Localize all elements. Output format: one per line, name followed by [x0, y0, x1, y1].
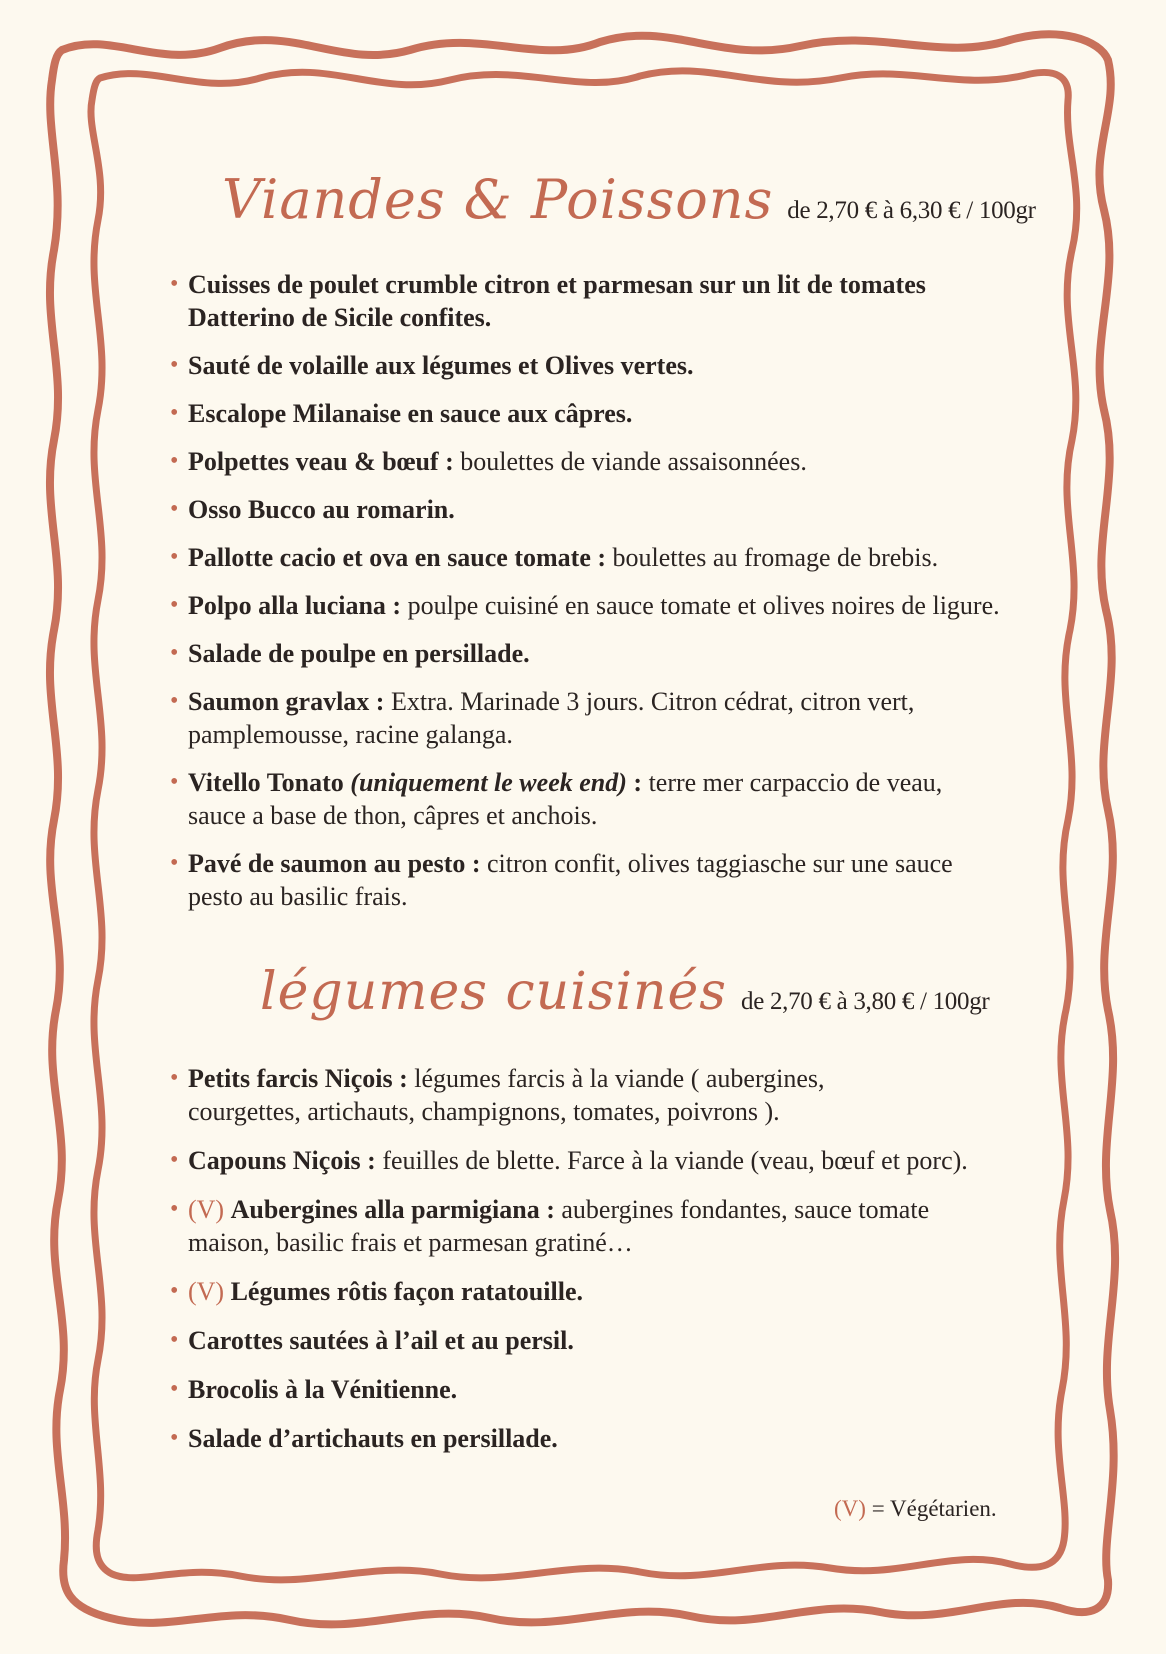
bullet-icon: •: [170, 1147, 179, 1173]
vegetarian-mark: (V): [188, 1195, 225, 1224]
list-item: [170, 493, 1070, 526]
legend-equals: =: [871, 1496, 885, 1521]
section-header-viandes-poissons: [222, 168, 1036, 231]
dish-name: Polpettes veau & bœuf :: [188, 447, 454, 476]
price-range: de 2,70 € à 6,30 € / 100gr: [787, 197, 1036, 224]
dish-name: Carottes sautées à l’ail et au persil.: [188, 1326, 574, 1355]
list-item: [170, 1324, 1070, 1357]
dish-description: terre mer carpaccio de veau,: [648, 768, 943, 797]
list-item: [170, 1373, 1070, 1406]
dish-name: Aubergines alla parmigiana :: [230, 1195, 555, 1224]
section-title: légumes cuisinés: [260, 962, 727, 1022]
dish-description-cont: maison, basilic frais et parmesan gratiné…: [188, 1228, 633, 1257]
dish-description-cont: pesto au basilic frais.: [188, 882, 408, 911]
dish-name: Légumes rôtis façon ratatouille.: [230, 1277, 583, 1306]
dish-description: boulettes au fromage de brebis.: [612, 543, 939, 572]
dish-name: Salade de poulpe en persillade.: [188, 639, 530, 668]
bullet-icon: •: [170, 448, 179, 474]
bullet-icon: •: [170, 1327, 179, 1353]
menu-list-legumes-cuisines: [170, 1062, 1070, 1455]
bullet-icon: •: [170, 496, 179, 522]
bullet-icon: •: [170, 1278, 179, 1304]
dish-description-cont: pamplemousse, racine galanga.: [188, 720, 513, 749]
dish-description: aubergines fondantes, sauce tomate: [561, 1195, 930, 1224]
bullet-icon: •: [170, 544, 179, 570]
dish-description: poulpe cuisiné en sauce tomate et olives noires de ligure.: [407, 591, 1000, 620]
bullet-icon: •: [170, 688, 179, 714]
legend-text: Végétarien.: [890, 1496, 997, 1521]
list-item: [170, 1144, 1070, 1177]
bullet-icon: •: [170, 400, 179, 426]
bullet-icon: •: [170, 640, 179, 666]
section-header-legumes-cuisines: [260, 962, 989, 1022]
price-range: de 2,70 € à 3,80 € / 100gr: [741, 988, 990, 1015]
list-item: [170, 1422, 1070, 1455]
dish-description: Extra. Marinade 3 jours. Citron cédrat, citron vert,: [390, 687, 915, 716]
list-item: [170, 1275, 1070, 1308]
menu-list-viandes-poissons: [170, 268, 1070, 913]
bullet-icon: •: [170, 1065, 179, 1091]
dish-description: feuilles de blette. Farce à la viande (veau, bœuf et porc).: [382, 1146, 968, 1175]
dish-note: (uniquement le week end): [350, 768, 627, 797]
dish-name: Sauté de volaille aux légumes et Olives vertes.: [188, 351, 694, 380]
bullet-icon: •: [170, 850, 179, 876]
list-item: [170, 1193, 1070, 1259]
dish-name: Polpo alla luciana :: [188, 591, 402, 620]
dish-name: Petits farcis Niçois :: [188, 1064, 408, 1093]
dish-name: Capouns Niçois :: [188, 1146, 376, 1175]
vegetarian-mark: (V): [188, 1277, 225, 1306]
dish-colon: :: [633, 768, 643, 797]
dish-name: Saumon gravlax :: [188, 687, 385, 716]
dish-name: Osso Bucco au romarin.: [188, 495, 455, 524]
bullet-icon: •: [170, 592, 179, 618]
dish-description-cont: courgettes, artichauts, champignons, tomates, poivrons ).: [188, 1097, 780, 1126]
dish-name: Pavé de saumon au pesto :: [188, 849, 481, 878]
legend-mark: (V): [834, 1496, 866, 1521]
dish-name: Pallotte cacio et ova en sauce tomate :: [188, 543, 607, 572]
dish-description: boulettes de viande assaisonnées.: [460, 447, 807, 476]
list-item: [170, 268, 1070, 334]
list-item: [170, 637, 1070, 670]
dish-description-cont: sauce a base de thon, câpres et anchois.: [188, 801, 598, 830]
legend-vegetarian: [834, 1496, 997, 1522]
bullet-icon: •: [170, 352, 179, 378]
dish-name: Escalope Milanaise en sauce aux câpres.: [188, 399, 633, 428]
dish-name: Salade d’artichauts en persillade.: [188, 1424, 558, 1453]
list-item: [170, 541, 1070, 574]
dish-description: citron confit, olives taggiasche sur une sauce: [487, 849, 953, 878]
list-item: [170, 589, 1070, 622]
list-item: [170, 766, 1070, 832]
dish-name: Brocolis à la Vénitienne.: [188, 1375, 458, 1404]
list-item: [170, 445, 1070, 478]
list-item: [170, 1062, 1070, 1128]
list-item: [170, 349, 1070, 382]
bullet-icon: •: [170, 1196, 179, 1222]
list-item: [170, 847, 1070, 913]
bullet-icon: •: [170, 271, 179, 297]
section-title: Viandes & Poissons: [222, 168, 774, 231]
bullet-icon: •: [170, 1425, 179, 1451]
dish-name-cont: Datterino de Sicile confites.: [188, 303, 492, 332]
list-item: [170, 685, 1070, 751]
bullet-icon: •: [170, 1376, 179, 1402]
bullet-icon: •: [170, 769, 179, 795]
dish-name: Vitello Tonato: [188, 768, 344, 797]
dish-name: Cuisses de poulet crumble citron et parmesan sur un lit de tomates: [188, 270, 926, 299]
list-item: [170, 397, 1070, 430]
dish-description: légumes farcis à la viande ( aubergines,: [414, 1064, 825, 1093]
